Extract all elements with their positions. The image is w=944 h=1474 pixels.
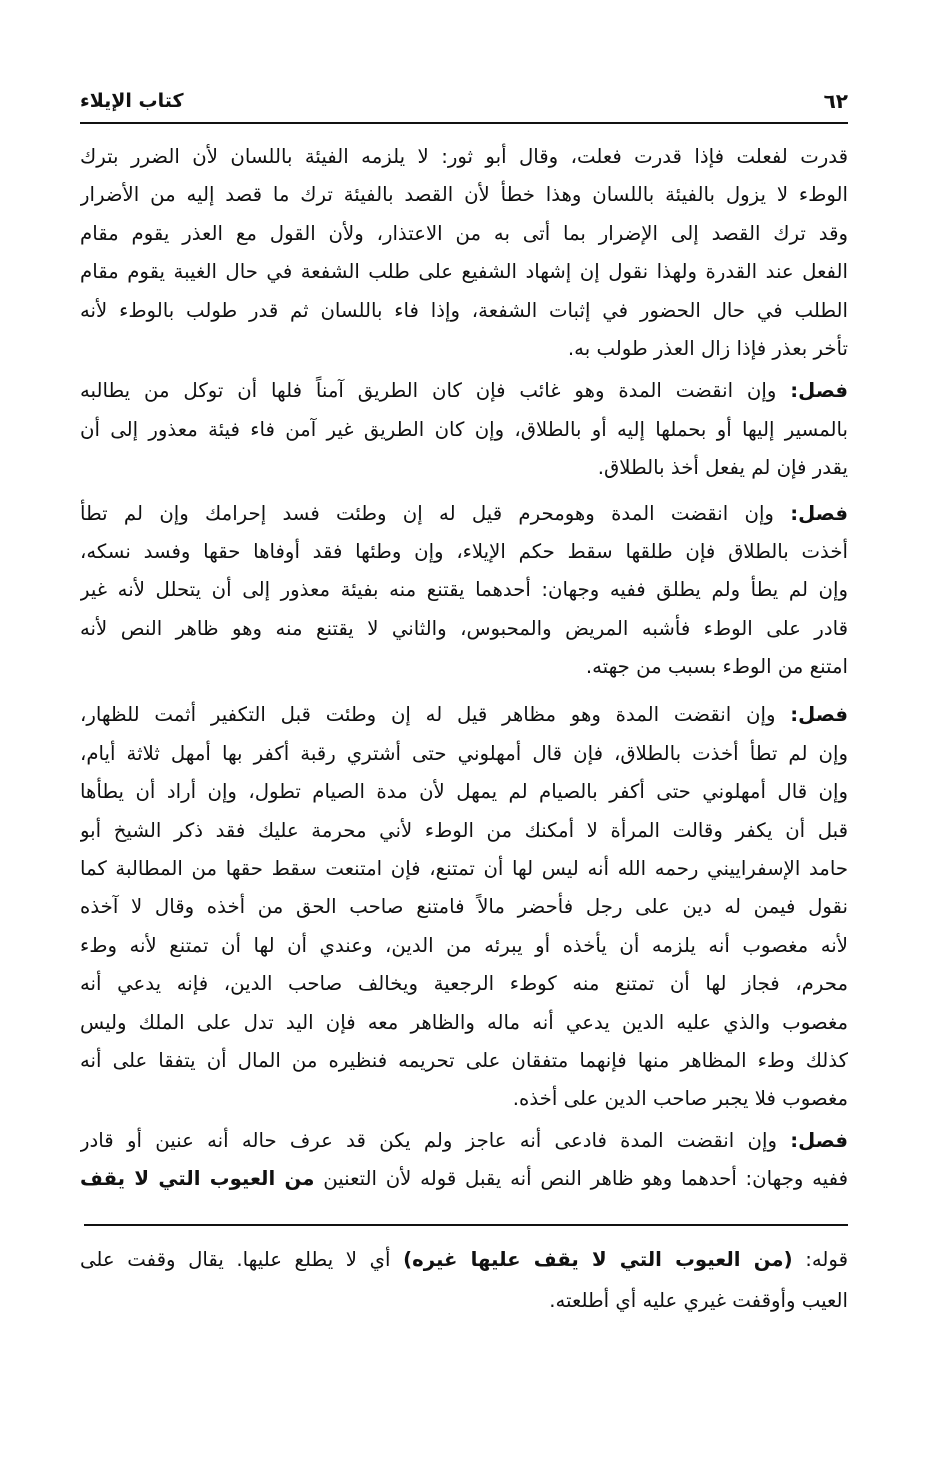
header-rule bbox=[80, 122, 848, 124]
line-text: وإن انقضت المدة وهومحرم قيل له إن وطئت فسد إحرامك وإن لم تطأ bbox=[80, 501, 774, 525]
page-number: ٦٢ bbox=[823, 89, 848, 113]
text-line bbox=[80, 372, 848, 410]
text-line: أخذت بالطلاق فإن طلقها سقط حكم الإيلاء، وإن وطئها فقد أوفاها حقها وفسد نسكه، bbox=[80, 539, 848, 563]
text-line bbox=[80, 1122, 848, 1160]
line-text: وإن انقضت المدة وهو مظاهر قيل له إن وطئت قبل التكفير أثمت للظهار، bbox=[80, 703, 776, 727]
text-line: امتنع من الوطء بسبب من جهته. bbox=[585, 655, 848, 679]
text-line: لأنه مغصوب أنه يلزمه أن يأخذه أو يبرئه من الدين، وعندي أن لها أن تمتنع لأنه وطء bbox=[80, 933, 848, 957]
text-line: قادر على الوطء فأشبه المريض والمحبوس، والثاني لا يقتنع منه وهو ظاهر النص لأنه bbox=[80, 616, 848, 640]
text-line: مغصوب فلا يجبر صاحب الدين على أخذه. bbox=[512, 1087, 848, 1111]
footnote-quote: (من العيوب التي لا يقف عليها غيره) bbox=[403, 1248, 793, 1271]
chapter-title: كتاب الإيلاء bbox=[80, 90, 184, 112]
text-line: الوطء لا يزول بالفيئة باللسان وهذا خطأ لأن القصد بالفيئة ترك ما قصد إليه من الأضرار bbox=[80, 183, 848, 207]
text-line: نقول فيمن له دين على رجل فأحضر مالاً فامتنع صاحب الحق من أخذه وقال لا آخذه bbox=[80, 895, 848, 919]
footnote-rule bbox=[84, 1224, 848, 1226]
text-line: وإن لم يطأ ولم يطلق ففيه وجهان: أحدهما يقتنع منه بفيئة معذور إلى أن يتحلل لأنه غير bbox=[80, 578, 848, 602]
main-text bbox=[80, 138, 848, 1199]
line-text: أي لا يطلع عليها. يقال وقفت على bbox=[80, 1248, 391, 1271]
text-line: الفعل عند القدرة ولهذا نقول إن إشهاد الشفيع على طلب الشفعة في حال الغيبة يقوم مقام bbox=[80, 260, 848, 284]
text-line: وقد ترك القصد إلى الإضرار بما أتى به من الاعتذار، ولأن القول مع العذر يقوم مقام bbox=[80, 221, 848, 245]
section-label: فصل: bbox=[790, 501, 848, 525]
text-line: حامد الإسفراييني رحمه الله أنه ليس لها أن تمتنع، فإن امتنعت سقط حقها من المطالبة كما bbox=[80, 857, 848, 881]
paragraph-3 bbox=[80, 495, 848, 687]
text-line: الطلب في حال الحضور في إثبات الشفعة، وإذا فاء باللسان ثم قدر طولب بالوطء لأنه bbox=[80, 298, 848, 322]
paragraph-2 bbox=[80, 372, 848, 487]
paragraph-5 bbox=[80, 1122, 848, 1199]
text-line: محرم، فجاز لها أن تمتنع منه كوطء الرجعية ويخالف صاحب الدين، فإنه يدعي أنه bbox=[80, 972, 848, 996]
text-line: وإن لم تطأ أخذت بالطلاق، فإن قال أمهلوني حتى أشتري رقبة أكفر بها أمهل ثلاثة أيام، bbox=[80, 741, 848, 765]
text-line bbox=[80, 696, 848, 734]
text-line: كذلك وطء المظاهر منها فإنهما متفقان على تحريمه فنظيره من المال أن يتفقا على أنه bbox=[80, 1048, 848, 1072]
text-line: قدرت لفعلت فإذا قدرت فعلت، وقال أبو ثور: لا يلزمه الفيئة باللسان لأن الضرر بترك bbox=[80, 145, 848, 168]
paragraph-4 bbox=[80, 696, 848, 1118]
line-text: وإن انقضت المدة فادعى أنه عاجز ولم يكن قد عرف حاله أنه عنين أو قادر bbox=[80, 1128, 777, 1152]
footnote bbox=[80, 1239, 848, 1321]
section-label: فصل: bbox=[790, 703, 848, 727]
section-label: فصل: bbox=[790, 1128, 848, 1152]
text-line bbox=[80, 1160, 848, 1198]
footnote-lead: قوله: bbox=[805, 1248, 848, 1271]
text-line bbox=[80, 495, 848, 533]
paragraph-1 bbox=[80, 138, 848, 368]
section-label: فصل: bbox=[790, 379, 848, 403]
emphasis-text: من العيوب التي لا يقف bbox=[80, 1167, 315, 1191]
line-text: ففيه وجهان: أحدهما وهو ظاهر النص أنه يقبل قوله لأن التعنين bbox=[323, 1167, 848, 1191]
line-text: وإن انقضت المدة وهو غائب فإن كان الطريق آمناً فلها أن توكل من يطالبه bbox=[80, 379, 777, 403]
text-line: قبل أن يكفر وقالت المرأة لا أمكنك من الوطء لأني محرمة عليك فقد ذكر الشيخ أبو bbox=[80, 818, 848, 842]
footnote-line bbox=[80, 1239, 848, 1280]
text-line: بالمسير إليها أو بحملها إليه أو بالطلاق، وإن كان الطريق غير آمن فاء فيئة معذور إلى أن bbox=[80, 417, 848, 441]
text-line: يقدر فإن لم يفعل أخذ بالطلاق. bbox=[597, 456, 848, 480]
text-line: تأخر بعذر فإذا زال العذر طولب به. bbox=[567, 336, 848, 360]
text-line: وإن قال أمهلوني حتى أكفر بالصيام لم يمهل لأن مدة الصيام تطول، وإن أراد أن يطأها bbox=[80, 780, 848, 804]
footnote-line: العيب وأوقفت غيري عليه أي أطلعته. bbox=[549, 1289, 848, 1312]
text-line: مغصوب والذي عليه الدين يدعي أنه ماله والظاهر معه فإن اليد تدل على الملك وليس bbox=[80, 1010, 848, 1034]
